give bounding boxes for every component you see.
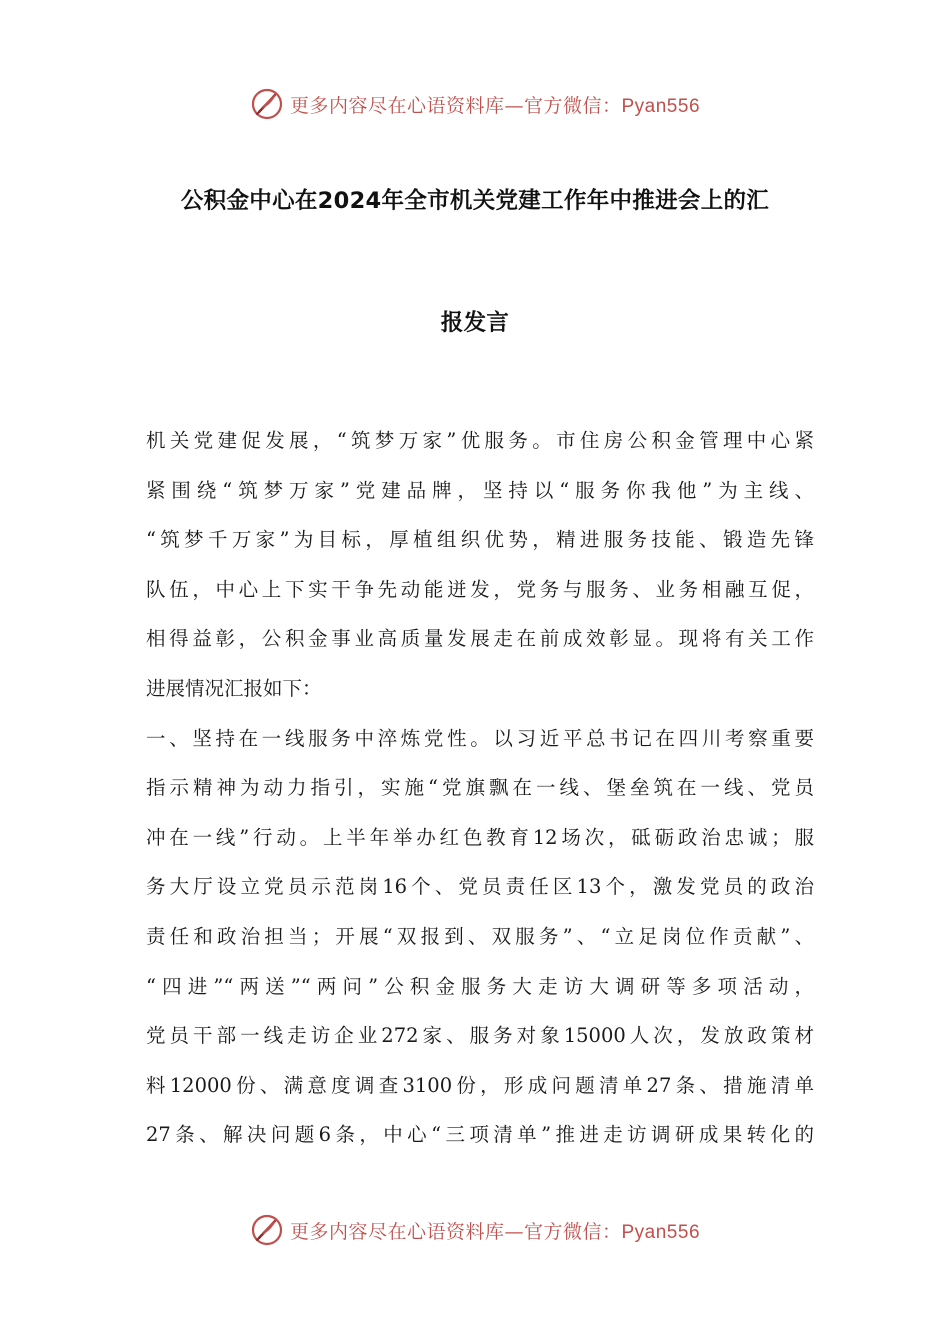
header-banner <box>0 86 950 122</box>
body-line: 27条、解决问题6条，中心“三项清单”推进走访调研成果转化的 <box>146 1123 814 1147</box>
body-line: 指示精神为动力指引，实施“党旗飘在一线、堡垒筑在一线、党员 <box>146 776 814 800</box>
document-title-line-1: 公积金中心在2024年全市机关党建工作年中推进会上的汇 <box>180 188 770 214</box>
header-banner-text <box>290 91 700 118</box>
quill-logo-icon <box>250 87 284 121</box>
document-title-line-2: 报发言 <box>440 310 510 336</box>
body-line: 冲在一线”行动。上半年举办红色教育12场次，砥砺政治忠诚；服 <box>146 825 814 849</box>
footer-banner-text <box>290 1217 700 1244</box>
body-line: “筑梦千万家”为目标，厚植组织优势，精进服务技能、锻造先锋 <box>146 528 814 552</box>
body-line: 进展情况汇报如下： <box>146 676 322 700</box>
body-line: 党员干部一线走访企业272家、服务对象15000人次，发放政策材 <box>146 1024 814 1048</box>
footer-banner-label: 更多内容尽在心语资料库—官方微信： <box>289 1220 622 1243</box>
body-line: 责任和政治担当；开展“双报到、双服务”、“立足岗位作贡献”、 <box>146 924 814 948</box>
document-body <box>146 416 814 1160</box>
body-line: 紧围绕“筑梦万家”党建品牌，坚持以“服务你我他”为主线、 <box>146 478 814 502</box>
body-line: 料12000份、满意度调查3100份，形成问题清单27条、措施清单 <box>146 1073 814 1097</box>
body-line: 队伍，中心上下实干争先动能迸发，党务与服务、业务相融互促， <box>146 577 814 601</box>
footer-banner <box>0 1212 950 1248</box>
body-line: 相得益彰，公积金事业高质量发展走在前成效彰显。现将有关工作 <box>146 627 814 651</box>
header-banner-label: 更多内容尽在心语资料库—官方微信： <box>289 94 622 117</box>
quill-logo-icon <box>250 1213 284 1247</box>
body-line: 机关党建促发展，“筑梦万家”优服务。市住房公积金管理中心紧 <box>146 429 814 452</box>
body-line: “四进”“两送”“两问”公积金服务大走访大调研等多项活动， <box>146 974 814 998</box>
body-line: 一、坚持在一线服务中淬炼党性。以习近平总书记在四川考察重要 <box>146 726 814 750</box>
footer-wechat-id: Pyan556 <box>621 1221 701 1243</box>
body-line: 务大厅设立党员示范岗16个、党员责任区13个，激发党员的政治 <box>146 875 814 899</box>
header-wechat-id: Pyan556 <box>621 95 701 117</box>
